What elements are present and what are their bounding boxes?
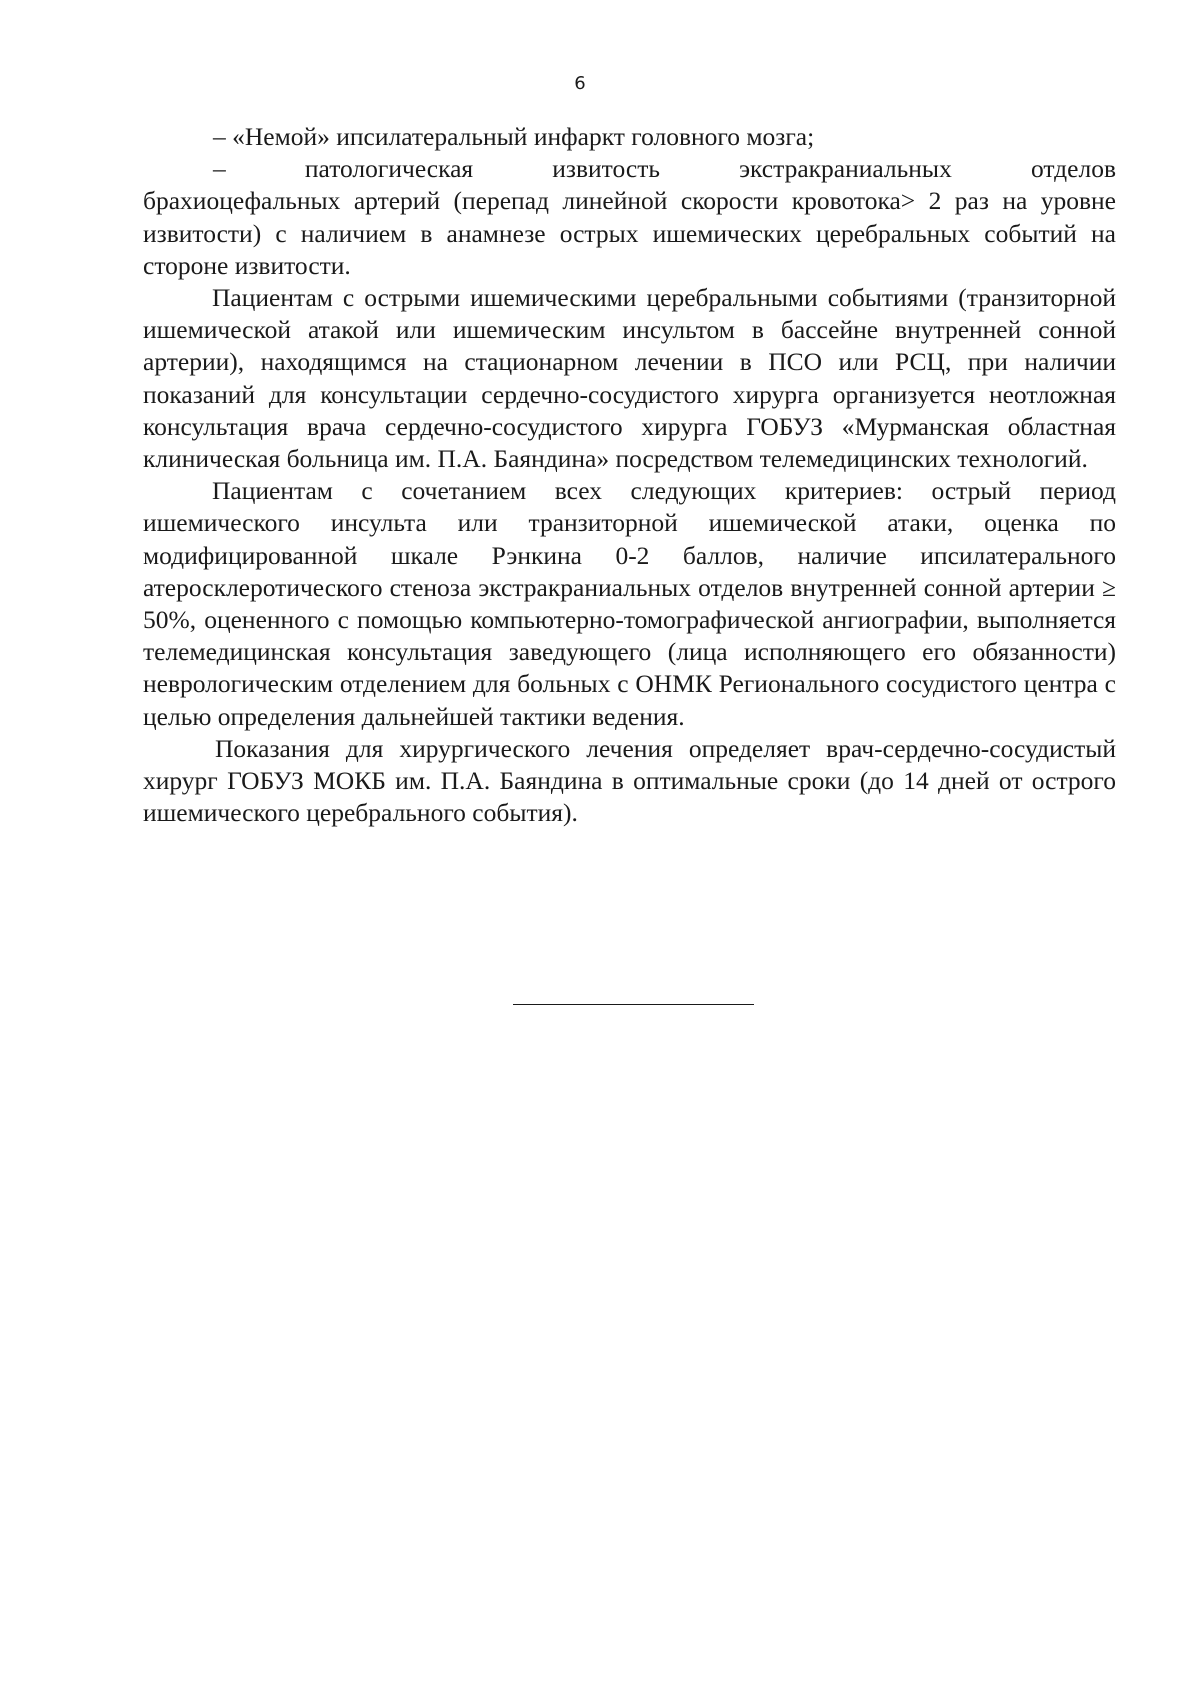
paragraph-acute-events: Пациентам с острыми ишемическими церебральными событиями (транзиторной ишемической атакой или ишемическим инсультом в бассейне внутренней сонной артерии), находящимся на стационарном лечении в ПСО или РСЦ, при наличии показаний для консультации сердечно-сосудистого хирурга организуется неотложная консультация врача сердечно-сосудистого хирурга ГОБУЗ «Мурманская областная клиническая больница им. П.А. Баяндина» посредством телемедицинских технологий. [143, 283, 1116, 474]
page-number: 6 [574, 73, 586, 94]
paragraph-criteria: Пациентам с сочетанием всех следующих критериев: острый период ишемического инсульта или транзиторной ишемической атаки, оценка по модифицированной шкале Рэнкина 0-2 баллов, наличие ипсилатерального атеросклеротического стеноза экстракраниальных отделов внутренней сонной артерии ≥ 50%, оцененного с помощью компьютерно-томографической ангиографии, выполняется телемедицинская консультация заведующего (лица исполняющего его обязанности) неврологическим отделением для больных с ОНМК Регионального сосудистого центра с целью определения дальнейшей тактики ведения. [143, 476, 1116, 731]
end-of-text-divider [513, 1004, 754, 1005]
list-item-tortuosity-continuation: брахиоцефальных артерий (перепад линейной скорости кровотока> 2 раз на уровне извитости) с наличием в анамнезе острых ишемических церебральных событий на стороне извитости. [143, 186, 1116, 280]
list-item-tortuosity-first-line: – патологическая извитость экстракраниальных отделов [213, 154, 1116, 184]
list-item-silent-infarct: – «Немой» ипсилатеральный инфаркт головного мозга; [213, 122, 815, 151]
document-body [143, 121, 1116, 829]
paragraph-surgical-indications: Показания для хирургического лечения определяет врач-сердечно-сосудистый хирург ГОБУЗ МОКБ им. П.А. Баяндина в оптимальные сроки (до 14 дней от острого ишемического церебрального события). [143, 733, 1116, 828]
